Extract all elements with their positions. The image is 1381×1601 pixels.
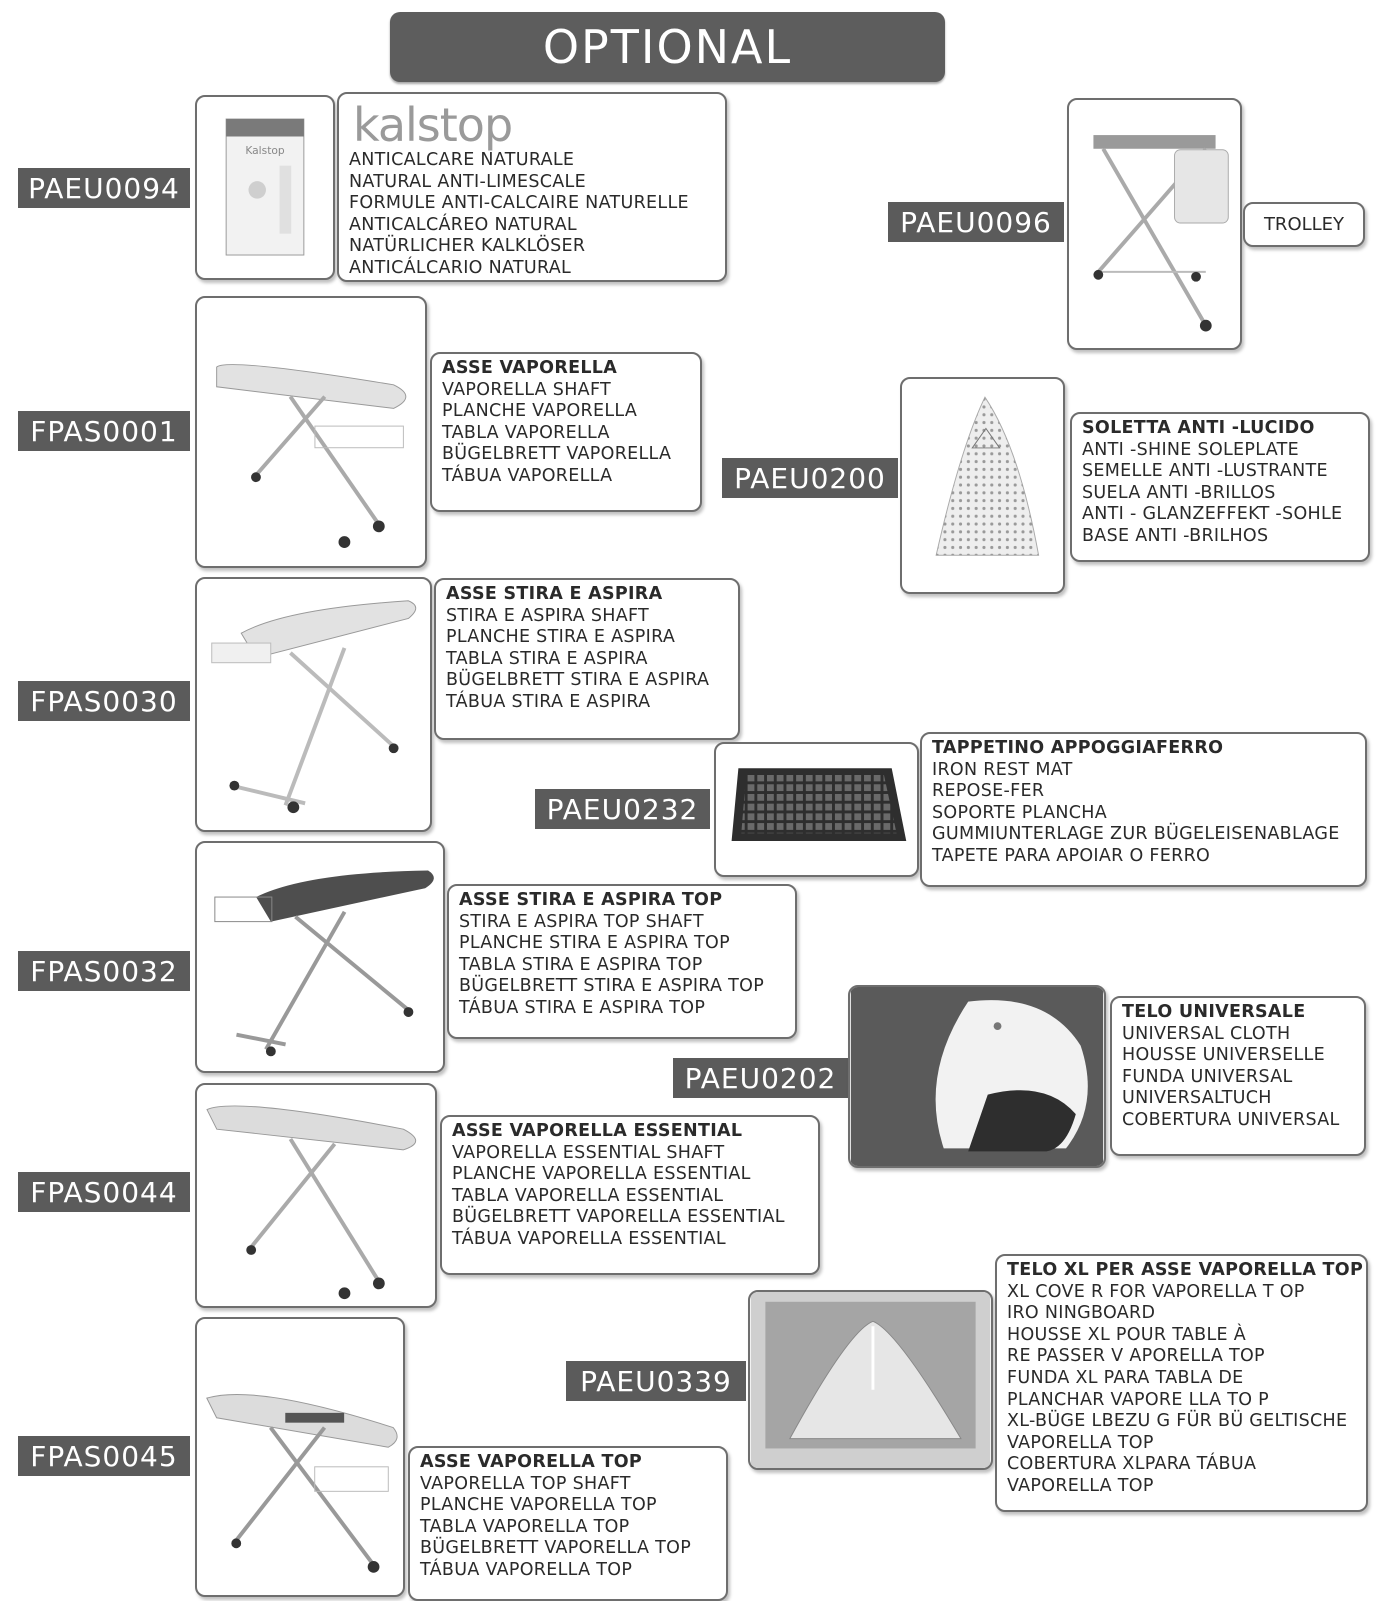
paeu0200-description: SOLETTA ANTI -LUCIDO ANTI -SHINE SOLEPLATE SEMELLE ANTI -LUSTRANTE SUELA ANTI -BRILLOS ANTI - GLANZEFFEKT -SOHLE BASE ANTI -BRILHOS (1070, 412, 1370, 562)
paeu0339-description: TELO XL PER ASSE VAPORELLA TOP XL COVE R FOR VAPORELLA T OP IRO NINGBOARD HOUSSE XL POUR TABLE À RE PASSER V APORELLA TOP FUNDA XL PARA TABLA DE PLANCHAR VAPORE LLA TO P XL-BÜGE LBEZU G FÜR BÜ GELTISCHE VAPORELLA TOP COBERTURA XLPARA TÁBUA VAPORELLA TOP (995, 1254, 1368, 1512)
vaporella-essential-board-image (195, 1083, 437, 1308)
product-code-fpas0030: FPAS0030 (18, 681, 190, 721)
fpas0032-description: ASSE STIRA E ASPIRA TOP STIRA E ASPIRA TOP SHAFT PLANCHE STIRA E ASPIRA TOP TABLA STIRA E ASPIRA TOP BÜGELBRETT STIRA E ASPIRA TOP TÁBUA STIRA E ASPIRA TOP (447, 884, 797, 1039)
vaporella-top-board-image (195, 1317, 405, 1597)
optional-banner: OPTIONAL (390, 12, 945, 82)
stira-aspira-board-image (195, 577, 432, 832)
paeu0094-description: kalstop ANTICALCARE NATURALE NATURAL ANTI-LIMESCALE FORMULE ANTI-CALCAIRE NATURELLE ANTICALCÁREO NATURAL NATÜRLICHER KALKLÖSER ANTICÁLCARIO NATURAL (337, 92, 727, 282)
fpas0001-description: ASSE VAPORELLA VAPORELLA SHAFT PLANCHE VAPORELLA TABLA VAPORELLA BÜGELBRETT VAPORELLA TÁBUA VAPORELLA (430, 352, 702, 512)
kalstop-logo: kalstop (353, 98, 513, 152)
product-code-paeu0096: PAEU0096 (888, 202, 1064, 242)
fpas0030-description: ASSE STIRA E ASPIRA STIRA E ASPIRA SHAFT PLANCHE STIRA E ASPIRA TABLA STIRA E ASPIRA BÜGELBRETT STIRA E ASPIRA TÁBUA STIRA E ASPIRA (434, 578, 740, 740)
product-code-paeu0339: PAEU0339 (566, 1361, 746, 1401)
soleplate-image (900, 377, 1065, 594)
fpas0045-description: ASSE VAPORELLA TOP VAPORELLA TOP SHAFT PLANCHE VAPORELLA TOP TABLA VAPORELLA TOP BÜGELBRETT VAPORELLA TOP TÁBUA VAPORELLA TOP (408, 1446, 728, 1601)
kalstop-package-image (195, 95, 335, 280)
xl-cover-image (748, 1290, 993, 1470)
svg-text:Kalstop: Kalstop (245, 143, 285, 157)
product-code-paeu0202: PAEU0202 (673, 1058, 848, 1098)
stira-aspira-top-board-image (195, 841, 445, 1073)
product-code-fpas0001: FPAS0001 (18, 411, 190, 451)
paeu0232-description: TAPPETINO APPOGGIAFERRO IRON REST MAT REPOSE-FER SOPORTE PLANCHA GUMMIUNTERLAGE ZUR BÜGELEISENABLAGE TAPETE PARA APOIAR O FERRO (920, 732, 1367, 887)
iron-rest-mat-image (714, 742, 919, 877)
trolley-label-box: TROLLEY (1243, 202, 1365, 247)
fpas0044-description: ASSE VAPORELLA ESSENTIAL VAPORELLA ESSENTIAL SHAFT PLANCHE VAPORELLA ESSENTIAL TABLA VAPORELLA ESSENTIAL BÜGELBRETT VAPORELLA ESSENTIAL TÁBUA VAPORELLA ESSENTIAL (440, 1115, 820, 1275)
product-code-fpas0044: FPAS0044 (18, 1172, 190, 1212)
vaporella-board-image (195, 296, 427, 568)
product-code-paeu0232: PAEU0232 (535, 789, 710, 829)
product-code-paeu0094: PAEU0094 (18, 168, 190, 208)
paeu0202-description: TELO UNIVERSALE UNIVERSAL CLOTH HOUSSE UNIVERSELLE FUNDA UNIVERSAL UNIVERSALTUCH COBERTURA UNIVERSAL (1110, 996, 1366, 1156)
universal-cloth-image (848, 985, 1106, 1168)
product-code-fpas0045: FPAS0045 (18, 1436, 190, 1476)
trolley-image (1067, 98, 1242, 350)
product-code-paeu0200: PAEU0200 (722, 458, 898, 498)
product-code-fpas0032: FPAS0032 (18, 951, 190, 991)
